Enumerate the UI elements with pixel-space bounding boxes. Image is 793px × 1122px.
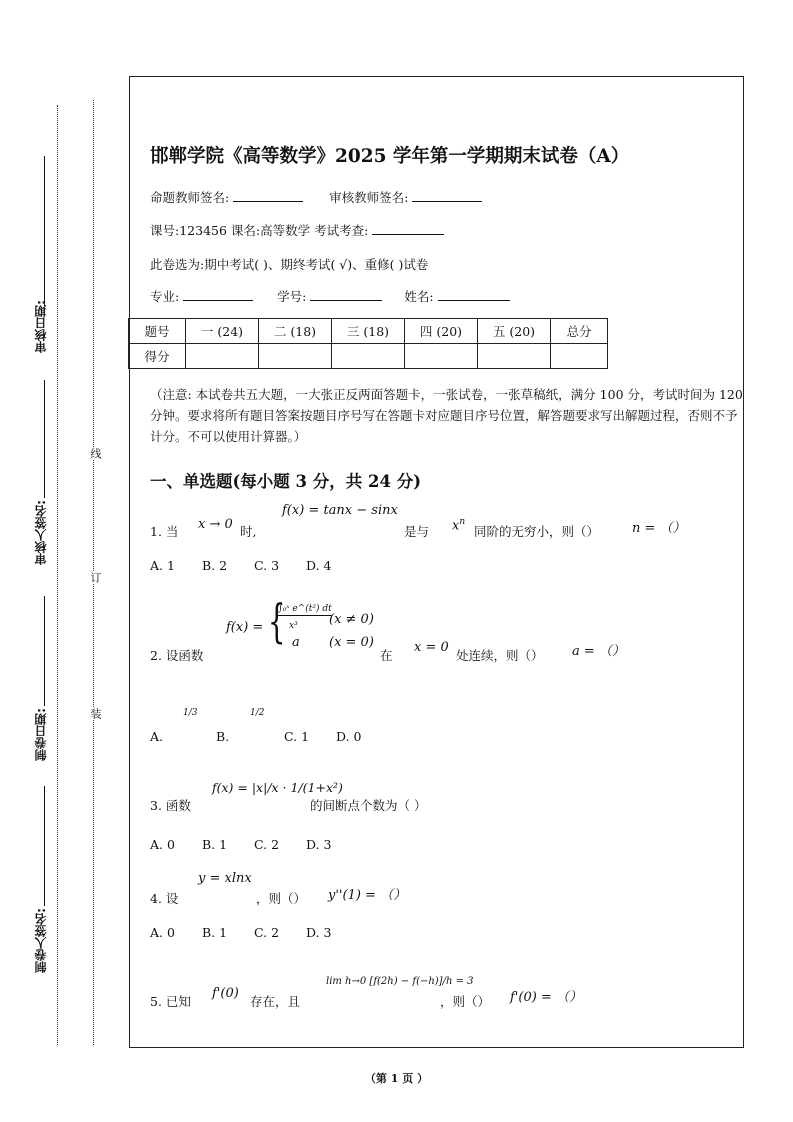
score-header-cell: 四 (20)	[405, 319, 478, 344]
q3-option-d[interactable]: D. 3	[306, 837, 332, 852]
side-line-2	[44, 380, 45, 498]
q3-formula: f(x) = |x|/x · 1/(1+x²)	[212, 780, 343, 795]
reviewer-sign-label: 审核人签名:	[34, 500, 48, 565]
q4-options	[150, 925, 331, 940]
checker-sign-field[interactable]	[412, 189, 482, 202]
q1-option-d[interactable]: D. 4	[306, 558, 332, 573]
score-cell[interactable]	[405, 344, 478, 369]
major-field[interactable]	[183, 288, 253, 301]
score-value-row	[129, 344, 608, 369]
name-field[interactable]	[438, 288, 510, 301]
q1-condition: x → 0	[198, 517, 233, 532]
q1-ask: n = （）	[632, 521, 686, 536]
q1-mid1: 时,	[240, 524, 257, 539]
score-row-label: 得分	[129, 344, 186, 369]
q4-option-b[interactable]: B. 1	[202, 925, 228, 940]
q5-ask: f'(0) = （）	[510, 990, 582, 1005]
q1-x: x	[452, 518, 460, 534]
score-header-cell: 三 (18)	[332, 319, 405, 344]
q4-mid: ，则（）	[256, 891, 307, 906]
q2-mid: 在	[380, 648, 393, 663]
setter-label: 命题教师签名:	[150, 190, 230, 205]
q2-option-b-fraction: 1/2	[250, 708, 265, 718]
score-header-cell: 五 (20)	[478, 319, 551, 344]
checker-label: 审核教师签名:	[329, 190, 409, 205]
q1-lead: 1. 当	[150, 524, 179, 539]
q4-option-d[interactable]: D. 3	[306, 925, 332, 940]
student-id-label: 学号:	[277, 289, 307, 304]
q5-f0: f'(0)	[212, 986, 239, 1001]
q2-denominator: x³	[289, 621, 298, 631]
q2-cond2: (x = 0)	[329, 635, 374, 650]
q1-options	[150, 558, 331, 573]
q3-option-a[interactable]: A. 0	[150, 837, 175, 852]
q3-lead: 3. 函数	[150, 798, 191, 813]
binding-mark-ding: 订	[89, 572, 102, 583]
student-info-row	[150, 287, 510, 305]
q1-option-c[interactable]: C. 3	[254, 558, 280, 573]
q1-n-superscript: n	[459, 517, 466, 527]
q1-mid2: 是与	[404, 524, 430, 539]
teacher-sign-row	[150, 188, 482, 206]
q2-options	[150, 729, 361, 744]
maker-date-label: 制卷日期:	[34, 708, 48, 761]
score-cell[interactable]	[259, 344, 332, 369]
q1-option-b[interactable]: B. 2	[202, 558, 228, 573]
q2-option-a-fraction: 1/3	[183, 708, 198, 718]
q1-option-a[interactable]: A. 1	[150, 558, 175, 573]
q3-option-b[interactable]: B. 1	[202, 837, 228, 852]
q2-at: x = 0	[414, 640, 449, 655]
score-header-cell: 二 (18)	[259, 319, 332, 344]
q4-lead: 4. 设	[150, 891, 179, 906]
q5-tail: ，则（）	[440, 994, 491, 1009]
score-cell[interactable]	[332, 344, 405, 369]
score-header-row	[129, 319, 608, 344]
section-heading-1: 一、单选题(每小题 3 分，共 24 分)	[150, 472, 422, 491]
q1-tail: 同阶的无穷小，则（）	[474, 524, 600, 539]
q4-formula: y = xlnx	[198, 871, 252, 886]
q2-cond1: (x ≠ 0)	[329, 612, 374, 627]
q2-option-d[interactable]: D. 0	[336, 729, 362, 744]
major-label: 专业:	[150, 289, 180, 304]
course-row	[150, 221, 444, 239]
exam-type-field[interactable]	[372, 222, 444, 235]
exam-type-row: 此卷选为:期中考试( )、期终考试( √)、重修( )试卷	[150, 257, 429, 272]
side-line-1	[44, 156, 45, 306]
q2-option-b[interactable]: B.	[216, 729, 230, 744]
dotted-line-left	[57, 105, 58, 1045]
score-cell[interactable]	[186, 344, 259, 369]
student-id-field[interactable]	[310, 288, 382, 301]
score-table	[128, 318, 608, 369]
q2-tail: 处连续，则（）	[456, 648, 544, 663]
page-number: （第 1 页 ）	[364, 1072, 429, 1085]
q5-lead: 5. 已知	[150, 994, 191, 1009]
exam-instructions: （注意: 本试卷共五大题，一大张正反两面答题卡，一张试卷，一张草稿纸，满分 100 分，考试时间为 120 分钟。要求将所有题目答案按题目序号写在答题卡对应题目序号位置，解答题要求写出解题过程，否则不予计分。不可以使用计算器。）	[150, 387, 743, 444]
binding-mark-xian: 线	[89, 448, 102, 459]
name-label: 姓名:	[404, 289, 434, 304]
q2-option-c[interactable]: C. 1	[284, 729, 310, 744]
maker-sign-label: 制卷人签名:	[34, 908, 48, 973]
q2-option-a[interactable]: A.	[150, 729, 164, 744]
binding-mark-zhuang: 装	[89, 708, 102, 719]
q3-options	[150, 837, 331, 852]
setter-sign-field[interactable]	[233, 189, 303, 202]
score-header-cell: 总分	[551, 319, 608, 344]
side-line-4	[44, 786, 45, 906]
side-line-3	[44, 596, 45, 706]
q4-option-a[interactable]: A. 0	[150, 925, 175, 940]
q2-ask: a = （）	[572, 644, 625, 659]
score-cell[interactable]	[478, 344, 551, 369]
page-title: 邯郸学院《高等数学》2025 学年第一学期期末试卷（A）	[150, 146, 630, 167]
q1-formula: f(x) = tanx − sinx	[282, 503, 398, 518]
q1-xn	[452, 517, 465, 533]
score-header-cell: 一 (24)	[186, 319, 259, 344]
q3-option-c[interactable]: C. 2	[254, 837, 280, 852]
reviewer-date-label: 审核日期:	[34, 300, 48, 353]
q5-limit: lim h→0 [f(2h) − f(−h)]/h = 3	[326, 976, 474, 987]
q2-a: a	[292, 635, 300, 650]
q2-brace: {	[267, 594, 286, 648]
q4-ask: y''(1) = （）	[328, 888, 407, 903]
q2-numerator: ∫₀ˣ e^(t²) dt	[278, 604, 332, 614]
score-cell[interactable]	[551, 344, 608, 369]
q2-lead: 2. 设函数	[150, 648, 204, 663]
score-header-cell: 题号	[129, 319, 186, 344]
course-info: 课号:123456 课名:高等数学 考试考查:	[150, 223, 369, 238]
q2-fx: f(x) =	[226, 620, 264, 635]
q3-tail: 的间断点个数为（ ）	[310, 798, 427, 813]
q5-mid: 存在，且	[250, 994, 301, 1009]
q4-option-c[interactable]: C. 2	[254, 925, 280, 940]
